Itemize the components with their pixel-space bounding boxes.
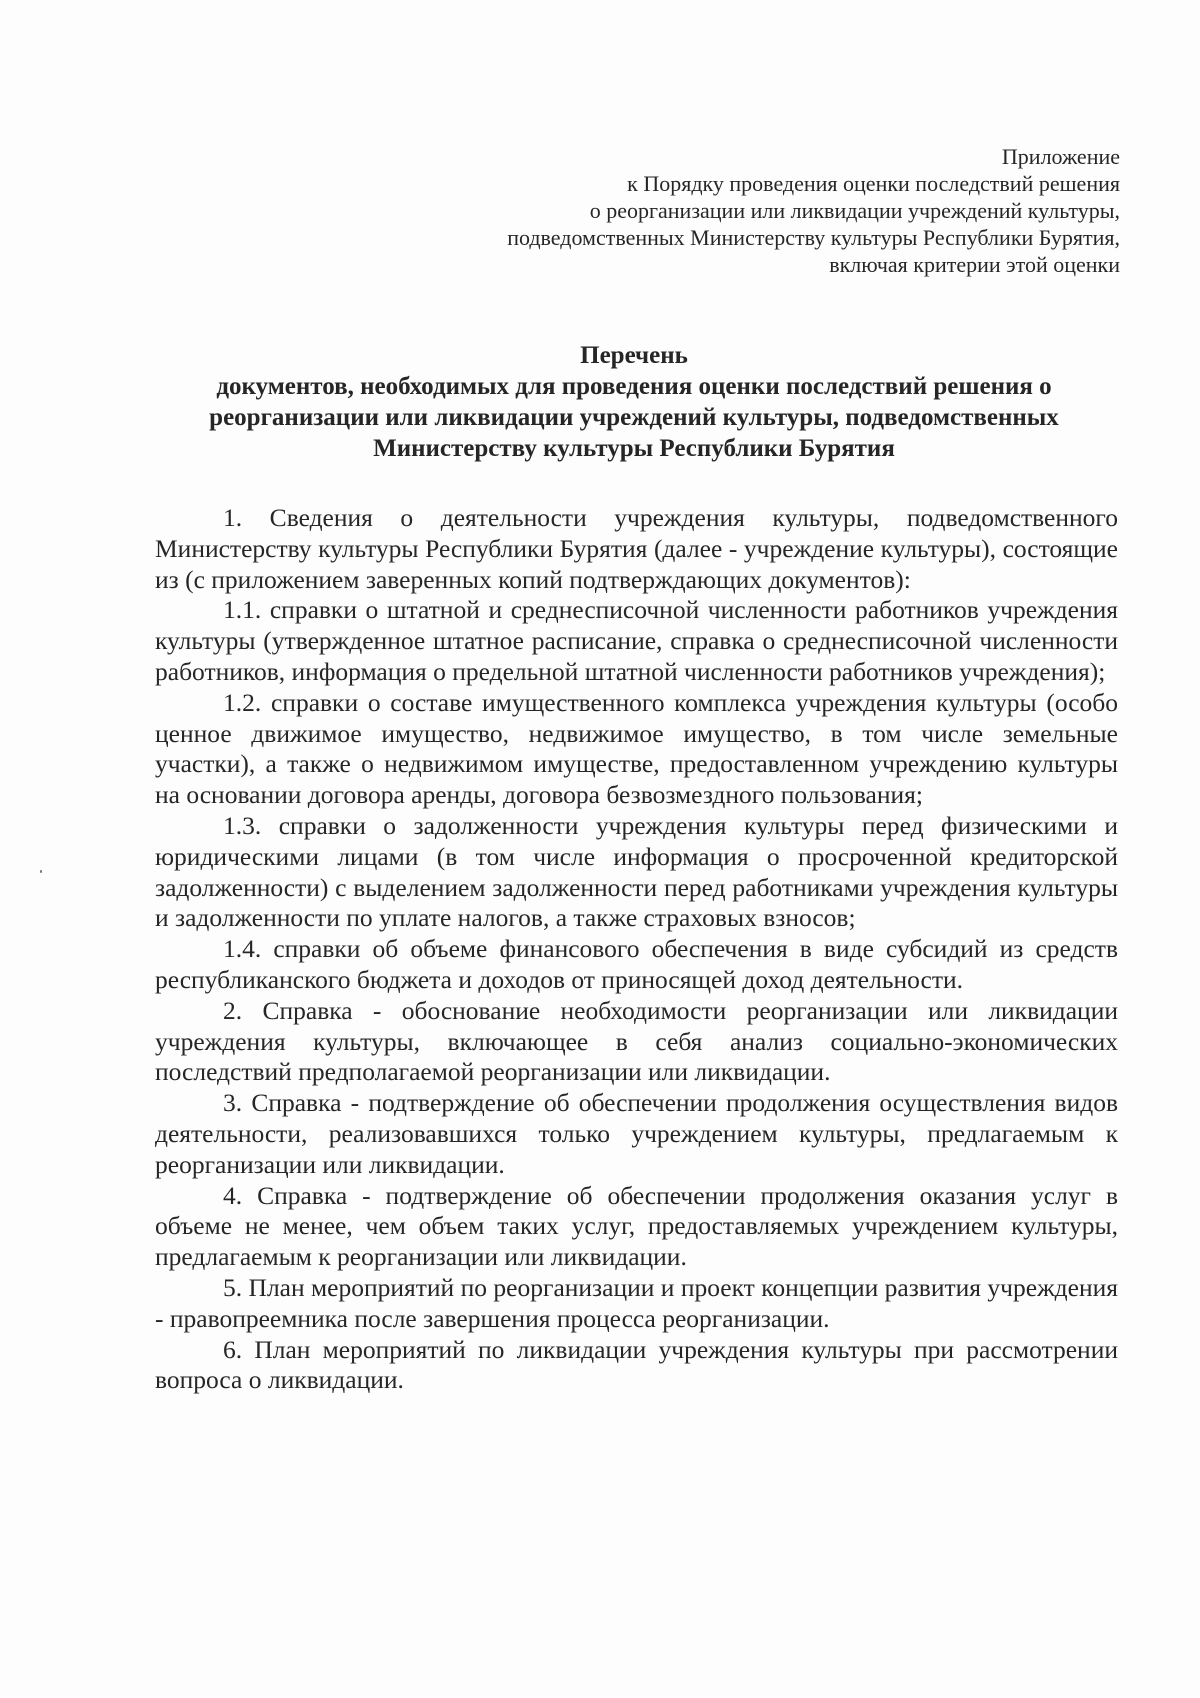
title-line: Министерству культуры Республики Бурятия (373, 435, 895, 462)
title-heading: Перечень (580, 342, 688, 369)
list-item-1-4: 1.4. справки об объеме финансового обеспечения в виде субсидий из средств республиканского бюджета и доходов от приносящей доход деятельности. (155, 934, 1118, 994)
list-item-3: 3. Справка - подтверждение об обеспечении продолжения осуществления видов деятельности, реализовавшихся только учреждением культуры, предлагаемым к реорганизации или ликвидации. (155, 1088, 1118, 1179)
appendix-line: включая критерии этой оценки (829, 252, 1120, 277)
scan-speck (40, 870, 42, 873)
document-title (150, 340, 1118, 464)
list-item-4: 4. Справка - подтверждение об обеспечении продолжения оказания услуг в объеме не менее, чем объем таких услуг, предоставляемых учреждением культуры, предлагаемым к реорганизации или ликвидации. (155, 1180, 1118, 1272)
appendix-line: о реорганизации или ликвидации учреждений культуры, (589, 198, 1120, 223)
appendix-line: подведомственных Министерству культуры Республики Бурятия, (507, 225, 1120, 250)
appendix-note (300, 143, 1120, 278)
title-line: реорганизации или ликвидации учреждений культуры, подведомственных (209, 404, 1059, 431)
list-item-6: 6. План мероприятий по ликвидации учреждения культуры при рассмотрении вопроса о ликвидации. (155, 1334, 1118, 1395)
appendix-line: к Порядку проведения оценки последствий решения (627, 171, 1120, 196)
appendix-line: Приложение (1001, 144, 1120, 169)
list-item-5: 5. План мероприятий по реорганизации и проект концепции развития учреждения - правопреемника после завершения процесса реорганизации. (155, 1272, 1118, 1333)
document-body (155, 503, 1118, 1396)
list-item-1: 1. Сведения о деятельности учреждения культуры, подведомственного Министерству культуры Республики Бурятия (далее - учреждение культуры), состоящие из (с приложением заверенных копий подтверждающих документов): (155, 503, 1118, 594)
list-item-2: 2. Справка - обоснование необходимости реорганизации или ликвидации учреждения культуры, включающее в себя анализ социально-экономических последствий предполагаемой реорганизации или ликвидации. (155, 995, 1118, 1087)
list-item-1-3: 1.3. справки о задолженности учреждения культуры перед физическими и юридическими лицами (в том числе информация о просроченной кредиторской задолженности) с выделением задолженности перед работниками учреждения культуры и задолженности по уплате налогов, а также страховых взносов; (155, 810, 1118, 933)
list-item-1-2: 1.2. справки о составе имущественного комплекса учреждения культуры (особо ценное движимое имущество, недвижимое имущество, в том числе земельные участки), а также о недвижимом имуществе, предоставленном учреждению культуры на основании договора аренды, договора безвозмездного пользования; (155, 687, 1118, 810)
list-item-1-1: 1.1. справки о штатной и среднесписочной численности работников учреждения культуры (утвержденное штатное расписание, справка о среднесписочной численности работников, информация о предельной штатной численности работников учреждения); (155, 595, 1118, 686)
title-line: документов, необходимых для проведения оценки последствий решения о (216, 373, 1052, 400)
